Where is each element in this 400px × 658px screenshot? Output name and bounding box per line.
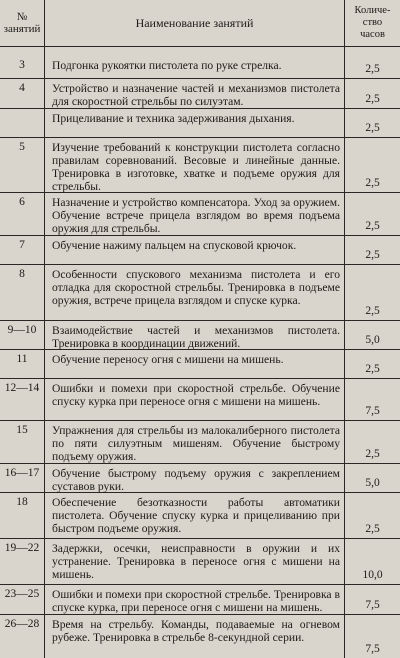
row-hours: 7,5 <box>365 599 380 611</box>
table-row <box>0 265 400 321</box>
table-row <box>0 421 400 464</box>
row-text: Ошибки и помехи при скоростной стрельбе. Тренировка в спуске курка, при переносе огня с мишени на мишень. <box>52 588 340 614</box>
table-row <box>0 236 400 265</box>
row-text: Задержки, осечки, неисправности в оружии и их устранение. Тренировка в переносе огня с мишени на мишень. <box>52 542 340 581</box>
row-text: Взаимодействие частей и механизмов пистолета. Тренировка в координации движений. <box>52 324 340 350</box>
row-text: Обучение переносу огня с мишени на мишень. <box>52 353 284 366</box>
row-number: 18 <box>16 496 28 508</box>
header-number-line2: занятий <box>3 23 41 35</box>
header-number-line1: № <box>16 11 28 23</box>
row-number: 11 <box>16 353 28 365</box>
row-number: 19—22 <box>4 542 40 554</box>
row-hours: 5,0 <box>365 334 380 346</box>
row-text: Особенности спускового механизма пистолета и его отладка для скоростной стрельбы. Тренировка в подъеме оружия, встрече прицела взглядом и спуске курка. <box>52 268 340 307</box>
row-hours: 2,5 <box>365 63 380 75</box>
row-number: 9—10 <box>7 324 37 336</box>
row-number: 7 <box>19 239 25 251</box>
row-hours: 7,5 <box>365 643 380 655</box>
table-row <box>0 109 400 138</box>
row-number: 15 <box>16 424 28 436</box>
table-row <box>0 539 400 585</box>
table-row <box>0 615 400 658</box>
row-hours: 5,0 <box>365 477 380 489</box>
header-name-column <box>45 0 344 46</box>
row-hours: 2,5 <box>365 249 380 261</box>
row-number: 26—28 <box>4 618 40 630</box>
row-text: Назначение и устройство компенсатора. Уход за оружием. Обучение встрече прицела взглядом во время подъема оружия для стрельбы. <box>52 196 340 235</box>
header-hours-column <box>345 0 400 46</box>
row-number: 23—25 <box>4 588 40 600</box>
row-number: 6 <box>19 196 25 208</box>
row-hours: 2,5 <box>365 220 380 232</box>
header-number-column <box>0 0 44 46</box>
table-row <box>0 493 400 539</box>
row-hours: 2,5 <box>365 523 380 535</box>
table-row <box>0 193 400 236</box>
header-hours-line3: часов <box>360 29 385 40</box>
header-hours-line1: Количе- <box>354 5 391 16</box>
row-number: 8 <box>19 268 25 280</box>
row-hours: 7,5 <box>365 405 380 417</box>
table-row <box>0 350 400 379</box>
table-row <box>0 321 400 350</box>
row-text: Устройство и назначение частей и механизмов пистолета для скоростной стрельбы по силуэтам. <box>52 82 340 108</box>
row-text: Изучение требований к конструкции пистолета согласно правилам соревнований. Весовые и линейные данные. Тренировка в изготовке, хватке и подъеме оружия для стрельбы. <box>52 141 340 193</box>
table-row <box>0 79 400 109</box>
table-header <box>0 0 400 47</box>
row-text: Подгонка рукоятки пистолета по руке стрелка. <box>52 59 282 72</box>
table-row <box>0 138 400 193</box>
row-number: 5 <box>19 141 25 153</box>
row-hours: 2,5 <box>365 177 380 189</box>
row-hours: 2,5 <box>365 363 380 375</box>
row-number: 4 <box>19 82 25 94</box>
row-number: 12—14 <box>4 382 40 394</box>
header-name-label: Наименование занятий <box>135 16 254 30</box>
row-hours: 2,5 <box>365 93 380 105</box>
table-row <box>0 585 400 615</box>
row-text: Время на стрельбу. Команды, подаваемые на огневом рубеже. Тренировка в стрельбе 8-секундной серии. <box>52 618 340 644</box>
row-hours: 2,5 <box>365 122 380 134</box>
row-number: 16—17 <box>4 467 40 479</box>
row-text: Упражнения для стрельбы из малокалиберного пистолета по пяти силуэтным мишеням. Обучение быстрому подъему оружия. <box>52 424 340 463</box>
row-text: Обеспечение безотказности работы автоматики пистолета. Обучение спуску курка и прицеливанию при быстром подъеме оружия. <box>52 496 340 535</box>
row-text: Прицеливание и техника задерживания дыхания. <box>52 112 295 125</box>
row-hours: 2,5 <box>365 448 380 460</box>
table-row <box>0 464 400 493</box>
row-hours: 10,0 <box>362 569 383 581</box>
table-row <box>0 379 400 421</box>
row-text: Обучение быстрому подъему оружия с закреплением суставов руки. <box>52 467 340 493</box>
row-text: Обучение нажиму пальцем на спусковой крючок. <box>52 239 297 252</box>
row-text: Ошибки и помехи при скоростной стрельбе. Обучение спуску курка при переносе огня с мишени на мишень. <box>52 382 340 408</box>
row-hours: 2,5 <box>365 305 380 317</box>
row-number: 3 <box>19 59 25 71</box>
table-row <box>0 56 400 79</box>
header-hours-line2: ство <box>362 17 383 28</box>
